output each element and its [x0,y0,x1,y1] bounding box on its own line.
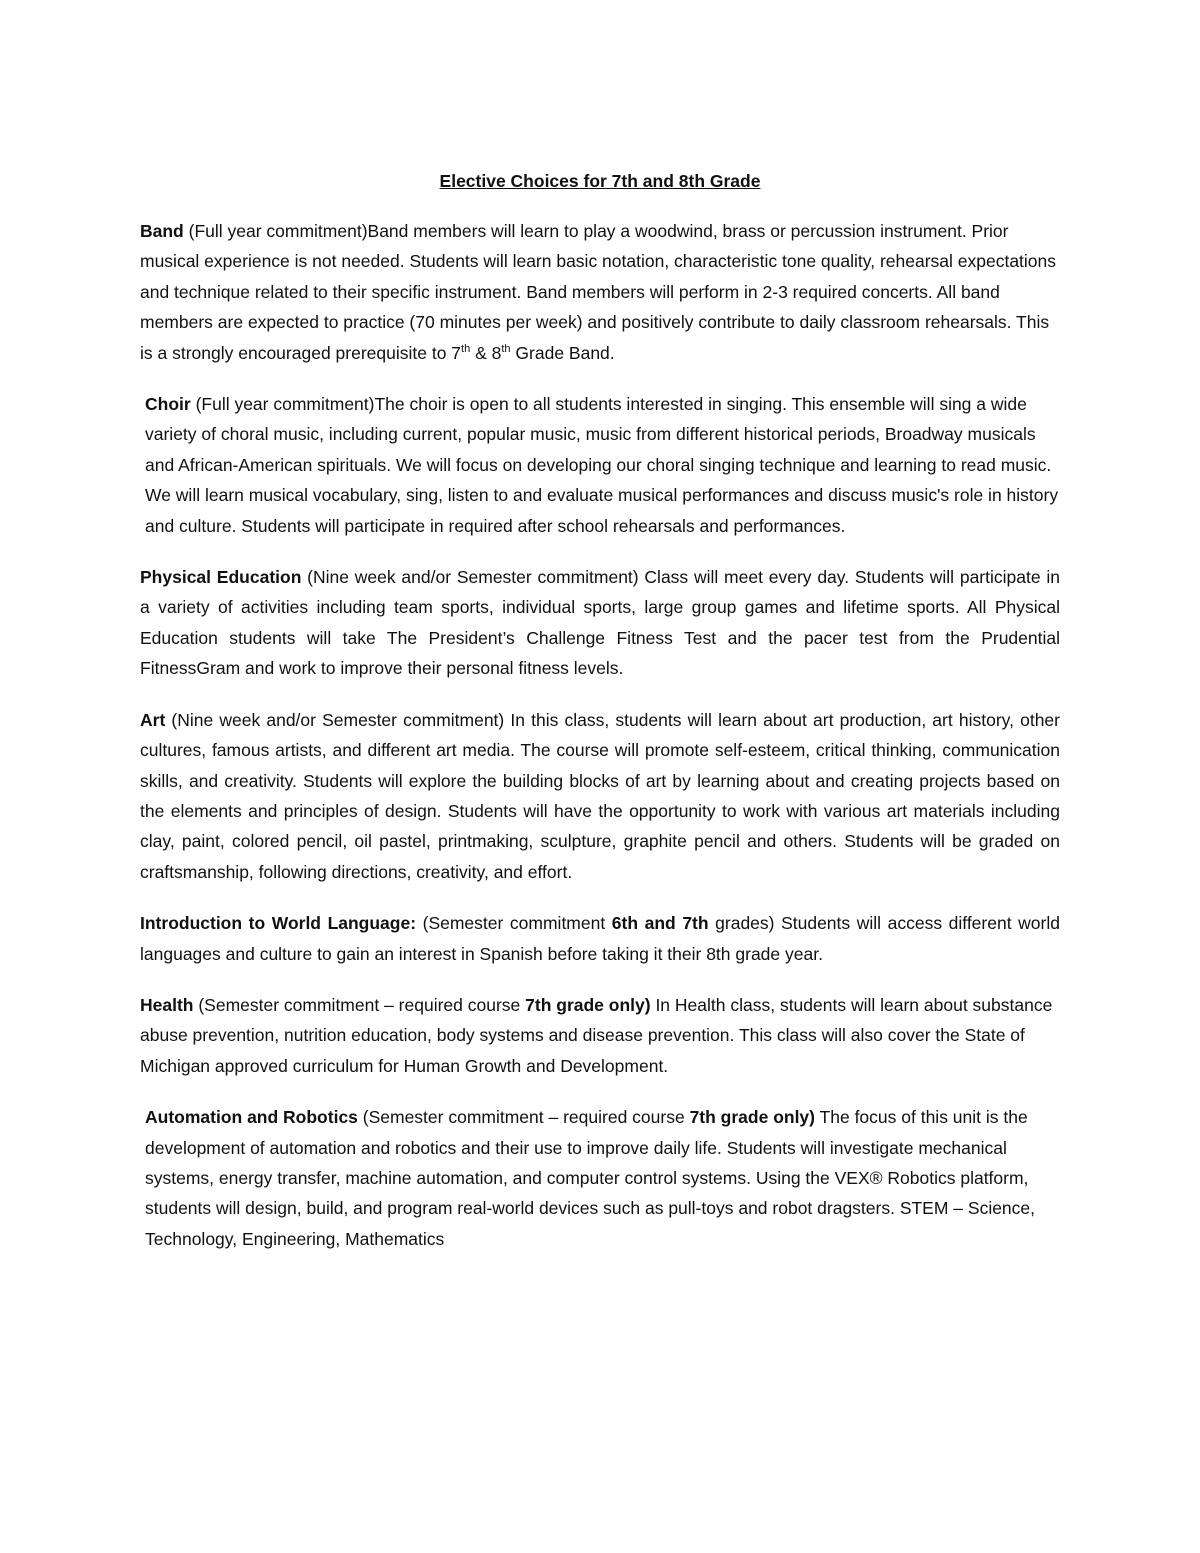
health-grade-note: 7th grade only) [525,994,651,1015]
band-sup-1: th [461,342,471,355]
world-language-section [140,908,1060,969]
health-section [140,990,1060,1081]
band-text-1: (Full year commitment)Band members will learn to play a woodwind, brass or percussion instrument. Prior musical experience is not needed. Students will learn basic notation, characteristic tone quality, rehearsal expectations and technique related to their specific instrument. Band members will perform in 2-3 required concerts. All band members are expected to practice (70 minutes per week) and positively contribute to daily classroom rehearsals. This is a strongly encouraged prerequisite to 7 [140,221,1057,363]
robotics-section [140,1102,1060,1254]
art-section [140,705,1060,887]
health-heading: Health [140,994,194,1015]
health-text-2: In Health class, students will learn about substance abuse prevention, nutrition education, body systems and disease prevention. This class will also cover the State of Michigan approved curriculum for Human Growth and Development. [140,994,1053,1076]
band-text-2: & 8 [470,342,502,363]
choir-section [140,389,1060,541]
band-sup-2: th [501,342,511,355]
band-text-3: Grade Band. [510,342,615,363]
band-heading: Band [140,221,184,241]
art-text: (Nine week and/or Semester commitment) In this class, students will learn about art production, art history, other cultures, famous artists, and different art media. The course will promote self-esteem, critical thinking, communication skills, and creativity. Students will explore the building blocks of art by learning about and creating projects based on the elements and principles of design. Students will have the opportunity to work with various art materials including clay, paint, colored pencil, oil pastel, printmaking, sculpture, graphite pencil and others. Students will be graded on craftsmanship, following directions, creativity, and effort. [140,709,1060,882]
choir-text: (Full year commitment)The choir is open to all students interested in singing. This ensemble will sing a wide variety of choral music, including current, popular music, music from different historical periods, Broadway musicals and African-American spirituals. We will focus on developing our choral singing technique and learning to read music. We will learn musical vocabulary, sing, listen to and evaluate musical performances and discuss music's role in history and culture. Students will participate in required after school rehearsals and performances. [145,394,1059,536]
world-language-text-1: (Semester commitment [416,913,612,934]
pe-section [140,562,1060,684]
pe-text: (Nine week and/or Semester commitment) Class will meet every day. Students will participate in a variety of activities including team sports, individual sports, large group games and lifetime sports. All Physical Education students will take The President’s Challenge Fitness Test and the pacer test from the Prudential FitnessGram and work to improve their personal fitness levels. [140,567,1060,679]
robotics-grade-note: 7th grade only) [689,1107,815,1128]
art-heading: Art [140,709,166,730]
robotics-heading: Automation and Robotics [145,1107,358,1128]
robotics-text-2: The focus of this unit is the development of automation and robotics and their use to improve daily life. Students will investigate mechanical systems, energy transfer, machine automation, and computer control systems. Using the VEX® Robotics platform, students will design, build, and program real-world devices such as pull-toys and robot dragsters. STEM – Science, Technology, Engineering, Mathematics [145,1107,1036,1249]
world-language-text-2: grades) Students will access different world languages and culture to gain an interest in Spanish before taking it their 8th grade year. [140,913,1060,964]
document-page [140,166,1060,1275]
document-title: Elective Choices for 7th and 8th Grade [439,171,761,191]
pe-heading: Physical Education [140,567,302,588]
robotics-text-1: (Semester commitment – required course [357,1107,690,1128]
world-language-grades: 6th and 7th [611,913,709,934]
band-section [140,216,1060,368]
choir-heading: Choir [145,394,191,415]
health-text-1: (Semester commitment – required course [193,994,526,1015]
world-language-heading: Introduction to World Language: [140,913,417,934]
